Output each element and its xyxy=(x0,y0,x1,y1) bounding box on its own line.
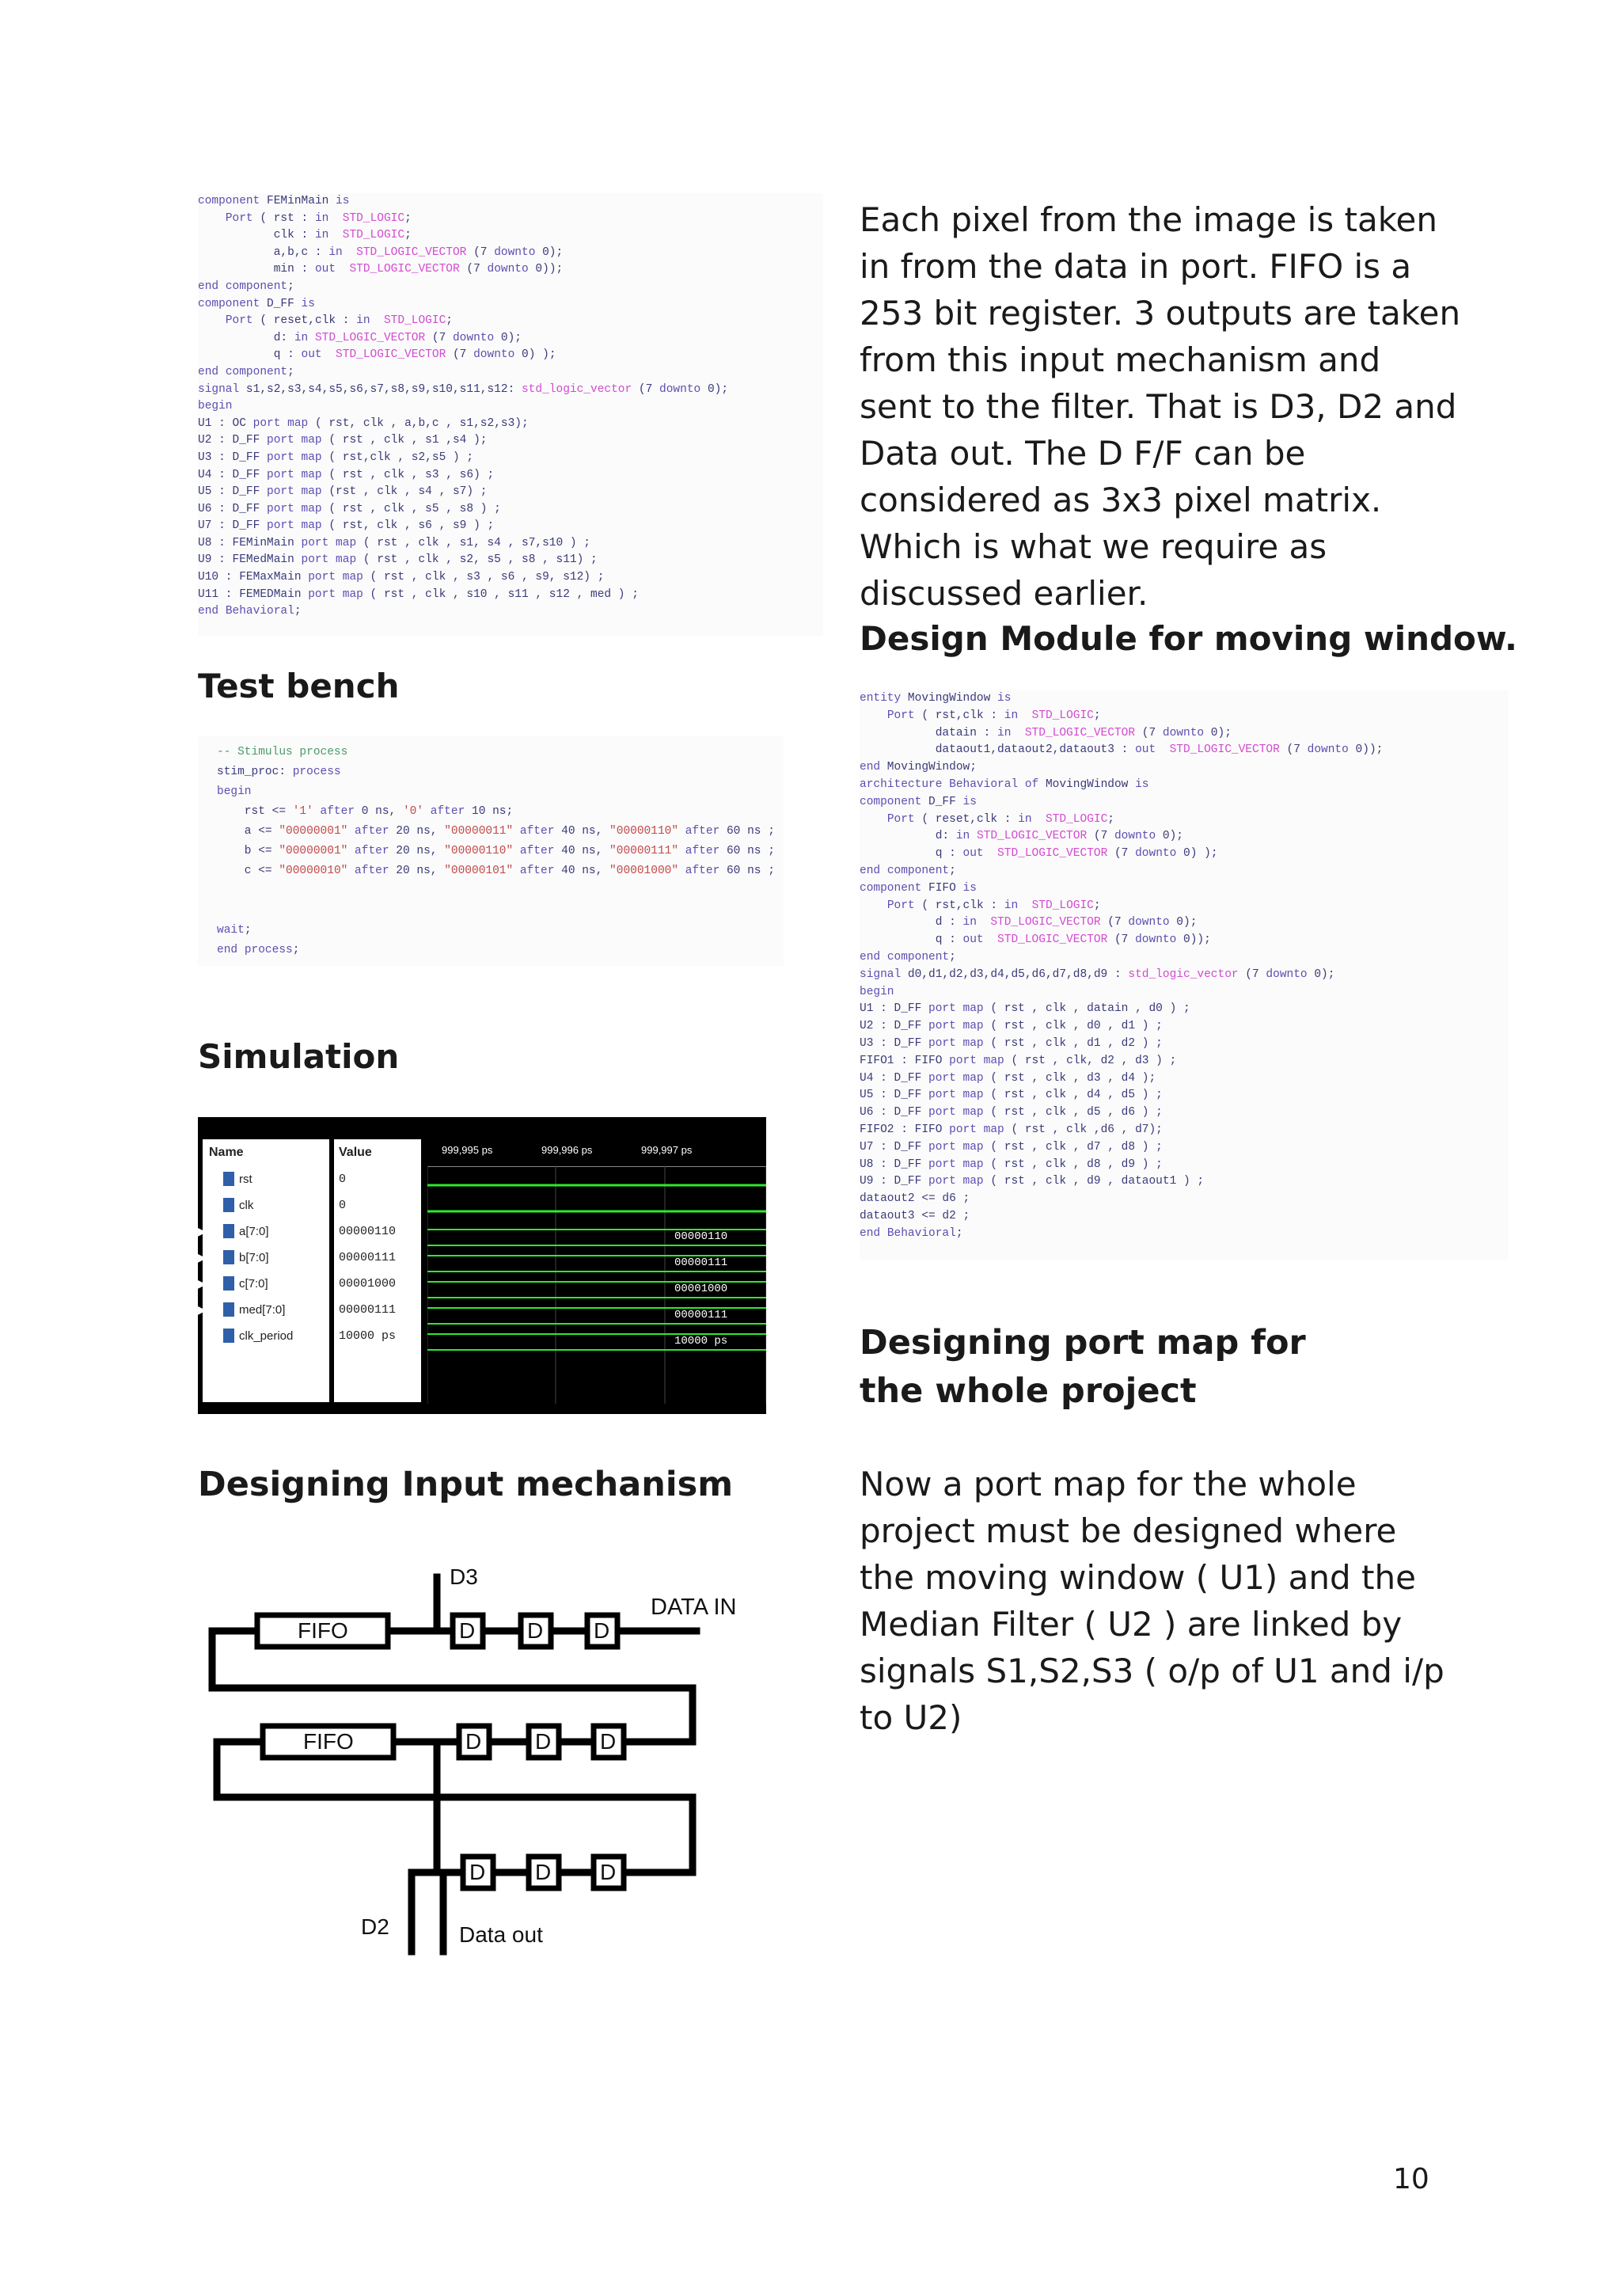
signal-icon xyxy=(223,1302,234,1317)
paragraph-input-description: Each pixel from the image is taken in from the data in port. FIFO is a 253 bit register. 3 outputs are taken from this input mechanism and sent to the filter. That is D3, D2 and Data out. The D F/F can be considered as 3x3 pixel matrix. Which is what we require as discussed earlier. xyxy=(860,200,1461,613)
code-line: min : out STD_LOGIC_VECTOR (7 downto 0)); xyxy=(198,263,564,276)
time-label: 999,995 ps xyxy=(442,1144,493,1156)
code-line: U6 : D_FF port map ( rst , clk , d5 , d6 ) ; xyxy=(860,1106,1163,1119)
code-line: U2 : D_FF port map ( rst , clk , d0 , d1 ) ; xyxy=(860,1020,1163,1033)
code-line: a,b,c : in STD_LOGIC_VECTOR (7 downto 0); xyxy=(198,245,564,259)
signal-name[interactable] xyxy=(204,1169,329,1192)
signal-label: clk_period xyxy=(239,1329,294,1343)
label-fifo: FIFO xyxy=(298,1618,348,1643)
code-line: U2 : D_FF port map ( rst , clk , s1 ,s4 ); xyxy=(198,434,488,447)
signal-name[interactable] xyxy=(198,1248,329,1270)
signal-name[interactable] xyxy=(198,1222,329,1244)
code-line: U5 : D_FF port map ( rst , clk , d4 , d5 ) ; xyxy=(860,1089,1163,1102)
wave-value-label: 00001000 xyxy=(674,1283,728,1295)
code-line: end component; xyxy=(198,279,294,293)
code-line: datain : in STD_LOGIC_VECTOR (7 downto 0); xyxy=(860,726,1232,739)
simulation-waveform-window xyxy=(198,1117,766,1414)
code-line: U9 : D_FF port map ( rst , clk , d9 , dataout1 ) ; xyxy=(860,1175,1205,1188)
expand-arrow-icon[interactable]: ▶ xyxy=(198,1277,207,1290)
code-line: d: in STD_LOGIC_VECTOR (7 downto 0); xyxy=(198,331,522,344)
code-line: end Behavioral; xyxy=(198,605,302,618)
label-d3: D3 xyxy=(450,1564,478,1589)
code-line: U11 : FEMEDMain port map ( rst , clk , s10 , s11 , s12 , med ) ; xyxy=(198,587,639,601)
code-line: component FIFO is xyxy=(860,881,977,895)
column-header-value: Value xyxy=(339,1146,372,1159)
code-snippet-testbench xyxy=(198,736,784,966)
code-line: begin xyxy=(198,400,233,413)
wave-value-label: 00000111 xyxy=(674,1256,728,1269)
code-line: entity MovingWindow is xyxy=(860,692,1012,705)
code-line: U3 : D_FF port map ( rst,clk , s2,s5 ) ; xyxy=(198,450,474,464)
code-line: U4 : D_FF port map ( rst , clk , s3 , s6) ; xyxy=(198,468,495,481)
label-d: D xyxy=(469,1860,486,1884)
heading-test-bench: Test bench xyxy=(198,667,400,705)
label-d: D xyxy=(594,1618,610,1643)
code-line: U9 : FEMedMain port map ( rst , clk , s2, s5 , s8 , s11) ; xyxy=(198,553,598,567)
code-line: U7 : D_FF port map ( rst, clk , s6 , s9 ) ; xyxy=(198,519,495,533)
code-line: U1 : OC port map ( rst, clk , a,b,c , s1,s2,s3); xyxy=(198,416,529,430)
code-line: q : out STD_LOGIC_VECTOR (7 downto 0) ); xyxy=(198,348,556,362)
paragraph-port-map-description: Now a port map for the whole project must be designed where the moving window ( U1) and the Median Filter ( U2 ) are linked by signals S1,S2,S3 ( o/p of U1 and i/p to U2) xyxy=(860,1465,1444,1737)
signal-icon xyxy=(223,1224,234,1238)
signal-name[interactable] xyxy=(204,1326,329,1348)
signal-value: 00000111 xyxy=(339,1251,397,1264)
signal-label: c[7:0] xyxy=(239,1277,268,1291)
code-line: end component; xyxy=(860,950,956,964)
code-line: U10 : FEMaxMain port map ( rst , clk , s3 , s6 , s9, s12) ; xyxy=(198,571,605,584)
code-line: dataout3 <= d2 ; xyxy=(860,1209,970,1222)
code-line: U8 : FEMinMain port map ( rst , clk , s1, s4 , s7,s10 ) ; xyxy=(198,536,591,549)
label-d: D xyxy=(459,1618,476,1643)
column-header-name: Name xyxy=(209,1146,244,1159)
label-d: D xyxy=(535,1860,552,1884)
code-line: U3 : D_FF port map ( rst , clk , d1 , d2 ) ; xyxy=(860,1036,1163,1050)
code-line: component D_FF is xyxy=(198,297,315,310)
code-line: Port ( reset,clk : in STD_LOGIC; xyxy=(225,314,453,328)
code-line: rst <= '1' after 0 ns, '0' after 10 ns; xyxy=(217,805,514,818)
time-label: 999,997 ps xyxy=(641,1144,693,1156)
code-line: a <= "00000001" after 20 ns, "00000011" after 40 ns, "00000110" after 60 ns ; xyxy=(217,825,775,838)
code-line: U8 : D_FF port map ( rst , clk , d8 , d9 ) ; xyxy=(860,1158,1163,1171)
heading-moving-window: Design Module for moving window. xyxy=(860,619,1517,658)
signal-value: 0 xyxy=(339,1173,347,1186)
label-d: D xyxy=(600,1860,617,1884)
code-line: -- Stimulus process xyxy=(217,746,348,758)
signal-value: 00000111 xyxy=(339,1303,397,1317)
code-line: Port ( rst,clk : in STD_LOGIC; xyxy=(886,899,1101,912)
label-data-out: Data out xyxy=(459,1922,543,1947)
code-line: dataout2 <= d6 ; xyxy=(860,1192,970,1206)
code-line: Port ( reset,clk : in STD_LOGIC; xyxy=(886,812,1114,826)
label-d2: D2 xyxy=(361,1914,389,1939)
code-line: end process; xyxy=(217,944,300,956)
signal-label: med[7:0] xyxy=(239,1303,286,1317)
signal-icon xyxy=(223,1172,234,1186)
expand-arrow-icon[interactable]: ▶ xyxy=(198,1303,207,1316)
code-line: d: in STD_LOGIC_VECTOR (7 downto 0); xyxy=(860,830,1184,843)
code-line: component FEMinMain is xyxy=(198,195,350,207)
code-line: end component; xyxy=(860,864,956,877)
signal-label: rst xyxy=(239,1173,252,1186)
signal-name[interactable] xyxy=(198,1300,329,1322)
code-line: c <= "00000010" after 20 ns, "00000101" after 40 ns, "00001000" after 60 ns ; xyxy=(217,865,775,877)
signal-icon xyxy=(223,1250,234,1264)
signal-value: 00000110 xyxy=(339,1225,397,1238)
signal-name[interactable] xyxy=(204,1196,329,1218)
code-line: d : in STD_LOGIC_VECTOR (7 downto 0); xyxy=(860,916,1198,929)
code-line: FIFO1 : FIFO port map ( rst , clk, d2 , d3 ) ; xyxy=(860,1054,1177,1067)
label-d: D xyxy=(600,1729,617,1754)
code-line: dataout1,dataout2,dataout3 : out STD_LOGIC_VECTOR (7 downto 0)); xyxy=(860,743,1384,757)
signal-value: 10000 ps xyxy=(339,1329,397,1343)
code-lines xyxy=(198,736,784,960)
label-d: D xyxy=(535,1729,552,1754)
expand-arrow-icon[interactable]: ▶ xyxy=(198,1251,207,1264)
code-line: Port ( rst,clk : in STD_LOGIC; xyxy=(886,709,1101,722)
signal-icon xyxy=(223,1198,234,1212)
expand-arrow-icon[interactable]: ▶ xyxy=(198,1225,207,1237)
signal-value-panel xyxy=(334,1139,421,1402)
code-line: signal d0,d1,d2,d3,d4,d5,d6,d7,d8,d9 : std_logic_vector (7 downto 0); xyxy=(860,967,1335,981)
code-line: architecture Behavioral of MovingWindow is xyxy=(860,777,1149,791)
code-snippet-moving-window xyxy=(860,690,1509,1260)
input-mechanism-diagram xyxy=(198,1552,768,1963)
wave-value-label: 00000111 xyxy=(674,1309,728,1321)
signal-label: clk xyxy=(239,1199,254,1212)
code-lines xyxy=(198,193,823,621)
signal-value: 0 xyxy=(339,1199,347,1212)
code-line: clk : in STD_LOGIC; xyxy=(198,229,412,242)
code-line: wait; xyxy=(217,924,252,937)
code-line: q : out STD_LOGIC_VECTOR (7 downto 0)); xyxy=(860,933,1211,947)
code-line: U1 : D_FF port map ( rst , clk , datain , d0 ) ; xyxy=(860,1002,1190,1016)
heading-input-mechanism: Designing Input mechanism xyxy=(198,1465,734,1504)
code-line: end component; xyxy=(198,365,294,378)
wave-value-label: 10000 ps xyxy=(674,1335,728,1348)
label-d: D xyxy=(465,1729,482,1754)
signal-label: b[7:0] xyxy=(239,1251,269,1264)
heading-simulation: Simulation xyxy=(198,1037,400,1076)
label-data-in: DATA IN xyxy=(651,1595,737,1620)
signal-icon xyxy=(223,1276,234,1291)
code-line: U6 : D_FF port map ( rst , clk , s5 , s8 ) ; xyxy=(198,502,501,515)
signal-value: 00001000 xyxy=(339,1277,397,1291)
code-line: begin xyxy=(217,785,252,798)
code-line: b <= "00000001" after 20 ns, "00000110" after 40 ns, "00000111" after 60 ns ; xyxy=(217,845,775,857)
signal-name[interactable] xyxy=(198,1274,329,1296)
time-label: 999,996 ps xyxy=(541,1144,593,1156)
code-line: end MovingWindow; xyxy=(860,761,977,774)
signal-icon xyxy=(223,1329,234,1343)
code-line: U5 : D_FF port map (rst , clk , s4 , s7) ; xyxy=(198,485,488,499)
label-fifo: FIFO xyxy=(303,1729,354,1754)
code-line: U4 : D_FF port map ( rst , clk , d3 , d4 ); xyxy=(860,1071,1156,1085)
code-lines xyxy=(860,690,1509,1243)
label-d: D xyxy=(527,1618,544,1643)
code-snippet-component xyxy=(198,193,823,637)
code-line: signal s1,s2,s3,s4,s5,s6,s7,s8,s9,s10,s11,s12: std_logic_vector (7 downto 0); xyxy=(198,382,729,396)
code-line: end Behavioral; xyxy=(860,1226,963,1240)
code-line: Port ( rst : in STD_LOGIC; xyxy=(225,211,412,225)
code-line: U7 : D_FF port map ( rst , clk , d7 , d8 ) ; xyxy=(860,1140,1163,1154)
code-line: q : out STD_LOGIC_VECTOR (7 downto 0) ); xyxy=(860,847,1218,861)
code-line: component D_FF is xyxy=(860,795,977,808)
signal-label: a[7:0] xyxy=(239,1225,269,1238)
code-line: FIFO2 : FIFO port map ( rst , clk ,d6 , d7); xyxy=(860,1123,1163,1136)
code-line: begin xyxy=(860,985,894,998)
page-number: 10 xyxy=(1393,2163,1429,2195)
code-line: stim_proc: process xyxy=(217,766,341,778)
heading-port-map: Designing port map for the whole project xyxy=(860,1323,1306,1411)
wave-value-label: 00000110 xyxy=(674,1230,728,1243)
